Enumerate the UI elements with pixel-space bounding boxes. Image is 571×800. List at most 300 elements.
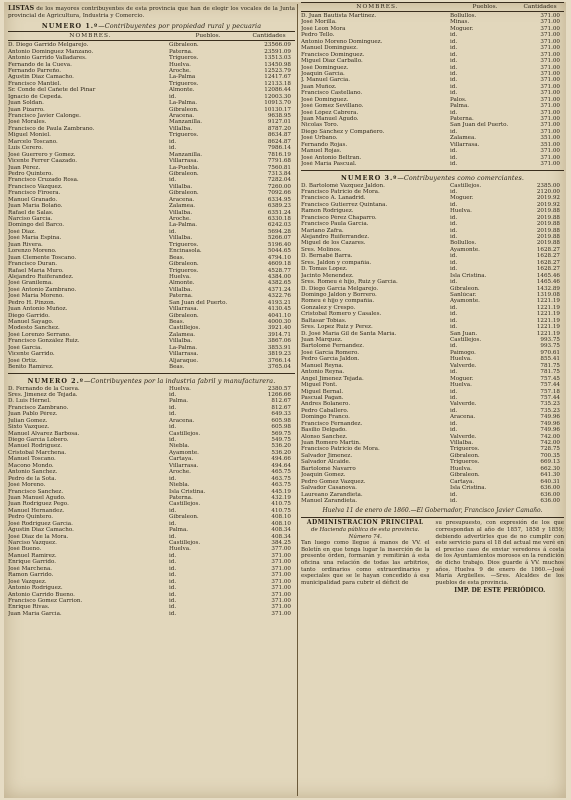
contributor-amount: 4609.18: [267, 261, 291, 268]
separator-rule: [301, 517, 564, 518]
contributor-amount: 377.00: [271, 546, 291, 553]
contributor-amount: 445.19: [271, 488, 291, 495]
contributor-name: Francisco Zambrano.: [8, 404, 69, 411]
contributor-name: José Urbano.: [301, 135, 338, 142]
contributor-name: Pedro Tello.: [301, 32, 335, 39]
contributor-name: Baltasar Tobías.: [301, 317, 347, 324]
contributor-name: D. Diego Garrido Melgarejo.: [8, 42, 89, 49]
contributor-amount: 7092.66: [267, 190, 291, 197]
contributor-town: id.: [450, 90, 458, 97]
contributor-town: Almonte.: [169, 87, 195, 94]
contributor-town: id.: [169, 559, 177, 566]
contributor-name: Manuel Toscano.: [8, 456, 56, 463]
section2-list: [8, 386, 295, 618]
contributor-amount: 371.00: [540, 38, 560, 45]
contributor-amount: 371.00: [271, 585, 291, 592]
contributor-town: id.: [169, 424, 177, 431]
contributor-name: D. Juan Bautista Martinez.: [301, 13, 377, 19]
contributor-amount: 3921.40: [267, 325, 291, 332]
contributor-amount: 2019.92: [536, 201, 560, 208]
contributor-amount: 2385.00: [536, 182, 560, 189]
contributor-town: San Juan del Puerto.: [169, 299, 228, 306]
contributor-amount: 10913.70: [264, 100, 291, 107]
contributor-town: id.: [450, 45, 458, 52]
contributor-town: Cartaya.: [169, 456, 194, 463]
contributor-amount: 781.75: [540, 369, 560, 376]
contributor-town: Trigueros.: [169, 55, 199, 62]
contributor-amount: 371.00: [271, 591, 291, 598]
contributor-town: Zalamea.: [169, 331, 196, 338]
contributor-name: Pedro García Jaldon.: [301, 356, 360, 363]
contributor-town: Bollullos.: [450, 240, 477, 247]
contributor-town: Huelva.: [450, 465, 472, 472]
contributor-name: Juan Manuel Agudo.: [301, 116, 359, 122]
contributor-town: Palma.: [450, 103, 470, 110]
contributor-amount: 757.44: [540, 394, 560, 401]
contributor-amount: 1628.27: [536, 246, 560, 253]
contributor-amount: 1266.66: [267, 391, 291, 398]
contributor-amount: 649.33: [271, 411, 291, 418]
contributor-name: D. Bartolomé Vazquez Jaldon.: [301, 182, 385, 189]
contributor-name: José Morales.: [8, 119, 47, 126]
contributor-town: id.: [450, 311, 458, 318]
contributor-amount: 371.00: [540, 128, 560, 135]
contributor-name: Juan Antonio Muñoz.: [8, 306, 68, 313]
contributor-town: id.: [169, 610, 177, 617]
contributor-town: id.: [169, 475, 177, 482]
notice-subheading: de Hacienda pública de esta provincia.: [310, 526, 420, 533]
notice-heading: ADMINISTRACION PRINCIPAL: [306, 519, 424, 527]
contributor-town: Valverde.: [450, 433, 477, 440]
contributor-town: id.: [450, 214, 458, 221]
contributor-town: Zalamea.: [169, 203, 196, 210]
contributor-name: José Antonio Zambrano.: [8, 286, 77, 293]
contributor-row: [8, 611, 295, 617]
header-towns: Pueblos.: [472, 4, 498, 10]
contributor-town: Huelva.: [169, 61, 191, 68]
contributor-name: Alonso Sanchez.: [301, 433, 348, 440]
intro-title: LISTAS: [8, 4, 35, 12]
contributor-town: id.: [450, 234, 458, 240]
contributor-town: Ayamonte.: [450, 298, 480, 305]
contributor-town: id.: [450, 324, 458, 331]
contributor-name: Miguel de los Cazares.: [301, 240, 366, 247]
contributor-amount: 494.64: [271, 462, 291, 469]
contributor-name: Pascual Pagan.: [301, 394, 344, 401]
contributor-town: Villalba.: [169, 125, 193, 132]
contributor-name: José María Moreno.: [8, 293, 64, 300]
contributor-amount: 2019.88: [536, 240, 560, 247]
contributor-amount: 371.00: [271, 578, 291, 585]
contributor-name: Francisco Vázquez.: [8, 183, 63, 190]
contributor-name: Cristobal Romero y Casales.: [301, 311, 382, 318]
contributor-amount: 605.98: [271, 424, 291, 431]
contributor-name: Agustin Diaz Camacho.: [8, 527, 74, 534]
contributor-name: Francisco Duran.: [8, 261, 58, 268]
contributor-amount: 4041.10: [267, 312, 291, 319]
contributor-name: Francisco Patricio de Mora.: [301, 446, 380, 453]
contributor-amount: 371.00: [271, 610, 291, 617]
contributor-name: José Diaz de la Mora.: [8, 533, 69, 540]
contributor-name: Sres. Romeu é hijo, Ruiz y García.: [301, 279, 398, 286]
contributor-amount: 371.00: [540, 32, 560, 39]
contributor-town: Castillejos.: [169, 325, 201, 332]
contributor-amount: 12133.18: [264, 80, 291, 87]
contributor-name: Antonio Rodriguez.: [8, 585, 63, 592]
contributor-town: id.: [169, 520, 177, 527]
contributor-amount: 13513.03: [264, 55, 291, 62]
contributor-amount: 700.35: [540, 452, 560, 459]
contributor-town: Minas.: [450, 19, 470, 26]
contributor-town: id.: [169, 565, 177, 572]
contributor-name: José Moreno.: [8, 482, 46, 489]
contributor-name: Sres. Jimenez de Tejada.: [8, 391, 78, 398]
contributor-name: Agustin Diaz Camacho.: [8, 74, 74, 81]
contributor-name: Manuel Dominguez.: [301, 45, 358, 52]
contributor-town: La-Palma: [169, 74, 196, 81]
contributor-amount: 8624.87: [267, 138, 291, 145]
contributor-name: Juan Manuel Agudo.: [8, 494, 66, 501]
contributor-name: Francisco A. Lanadrid.: [301, 195, 366, 202]
contributor-town: Castillejos.: [450, 182, 482, 189]
separator-rule: [301, 170, 564, 171]
contributor-name: José Dominguez.: [301, 96, 349, 103]
contributor-town: id.: [450, 343, 458, 350]
contributor-town: Trigueros.: [169, 80, 199, 87]
contributor-amount: 636.00: [540, 485, 560, 492]
contributor-town: id.: [450, 38, 458, 45]
contributor-town: Gibraleon.: [169, 106, 199, 113]
contributor-amount: 1221.19: [536, 317, 560, 324]
contributor-amount: 465.75: [271, 469, 291, 476]
contributor-amount: 2019.88: [536, 208, 560, 215]
contributor-amount: 6242.03: [267, 222, 291, 229]
contributor-amount: 1319.08: [536, 291, 560, 298]
contributor-amount: 3914.71: [267, 331, 291, 338]
contributor-name: Francisco Patricio de Mora.: [301, 188, 380, 195]
contributor-name: Pedro de la Sota.: [8, 475, 57, 482]
contributor-town: Niebla.: [169, 482, 190, 489]
section1-number: NUMERO 1.º: [41, 22, 99, 31]
contributor-town: id.: [450, 317, 458, 324]
contributor-amount: 742.00: [540, 433, 560, 440]
contributor-town: Gibraleon.: [450, 285, 480, 292]
contributor-name: José Dominguez.: [301, 64, 349, 71]
contributor-town: San Juan.: [450, 330, 478, 337]
contributor-amount: 5044.65: [267, 248, 291, 255]
contributor-town: id.: [169, 437, 177, 443]
contributor-name: Miguel Bernal.: [301, 388, 344, 395]
contributor-town: Valverde.: [450, 401, 477, 408]
contributor-town: Paterna.: [169, 293, 193, 300]
contributor-name: Macono Mondo.: [8, 462, 54, 469]
contributor-name: Juan María García.: [8, 610, 62, 617]
contributor-town: id.: [169, 411, 177, 418]
contributor-town: Valverde.: [450, 362, 477, 369]
contributor-town: id.: [450, 497, 458, 504]
contributor-town: id.: [450, 154, 458, 161]
continuation-text: su presupuesto, con expresión de los que correspondan al año de 1857, 1858 y 1859; debiendo advertirles que de no cumplir con este servicio para el 18 del actual me veré en el preciso caso de enviar veredores á costa de los Ayuntamientos morosos en la rendición de dicho trabajo. Dios guarde á VV. muchos años. Huelva 9 de enero de 1860.—José María Argüelles. —Sres. Alcaldes de los pueblos de esta provincia.: [435, 520, 564, 586]
contributor-amount: 5266.07: [267, 235, 291, 242]
contributor-amount: 12086.44: [264, 87, 291, 94]
contributor-amount: 749.96: [540, 414, 560, 421]
contributor-town: Paimogo.: [450, 349, 476, 356]
contributor-town: Gibraleon.: [169, 261, 199, 268]
contributor-name: D. Tomas Lopez.: [301, 266, 348, 273]
contributor-town: id.: [450, 266, 458, 273]
contributor-town: La-Palma.: [169, 100, 197, 107]
contributor-amount: 4384.00: [267, 273, 291, 280]
contributor-name: José Gomez Sevillano.: [301, 103, 364, 110]
contributor-amount: 536.20: [271, 443, 291, 450]
contributor-amount: 569.75: [271, 430, 291, 437]
contributor-town: Moguer.: [450, 25, 474, 32]
contributor-town: id.: [450, 64, 458, 71]
contributor-amount: 1221.19: [536, 304, 560, 311]
contributor-amount: 371.00: [271, 572, 291, 579]
contributor-amount: 9127.01: [267, 119, 291, 126]
contributor-name: José María Pascual.: [301, 161, 357, 168]
contributor-town: Zalamea.: [450, 135, 477, 142]
contributor-town: id.: [450, 394, 458, 401]
notice-text: Tan luego como llegue á manos de VV. el Boletín en que tenga lugar la inserción de la presente órden, formarán y remitirán á esta oficina una relación de todas las arbitrios, tanto ordinarios como extraordinarios y especiales que se le hayan concedido á esa municipalidad para cubrir el déficit de: [301, 540, 430, 586]
contributor-name: Manuel Granado.: [8, 196, 58, 203]
contributor-town: Paterna.: [169, 48, 193, 55]
header-names: NOMBRES.: [69, 33, 112, 40]
contributor-town: id.: [450, 304, 458, 311]
contributor-row: [8, 364, 295, 370]
contributor-amount: 636.00: [540, 497, 560, 504]
contributor-name: Pedro Gomez Vazquez.: [301, 478, 366, 485]
contributor-name: Francisco Javier Calonge.: [8, 113, 81, 119]
newspaper-page: [4, 2, 566, 798]
contributor-name: José Guerrero y Gomez.: [8, 151, 76, 158]
contributor-town: id.: [450, 58, 458, 65]
contributor-amount: 4382.65: [267, 280, 291, 287]
section3-list: [301, 183, 564, 505]
contributor-amount: 812.67: [271, 398, 291, 405]
contributor-amount: 5196.40: [267, 241, 291, 248]
contributor-town: Cartaya.: [450, 478, 475, 485]
contributor-amount: 371.00: [540, 25, 560, 32]
contributor-town: id.: [450, 188, 458, 195]
contributor-name: Manuel Alvarez Barbosa.: [8, 430, 80, 437]
imprint: IMP. DE ESTE PERIÓDICO.: [454, 587, 546, 595]
contributor-town: Beas.: [169, 254, 185, 261]
contributor-name: Pedro Quintero.: [8, 170, 54, 177]
contributor-amount: 4130.45: [267, 306, 291, 313]
contributor-name: Antonio Reyna.: [301, 369, 345, 376]
contributor-amount: 636.00: [540, 491, 560, 498]
contributor-name: José Antonio Beltran.: [301, 154, 362, 161]
contributor-amount: 10130.17: [264, 106, 291, 113]
contributor-amount: 410.75: [271, 501, 291, 508]
contributor-town: Moguer.: [450, 195, 474, 202]
contributor-amount: 993.75: [540, 343, 560, 350]
notice-number: Número 74.: [348, 533, 382, 540]
contributor-amount: 669.13: [540, 459, 560, 466]
contributor-town: Beas.: [169, 364, 185, 371]
contributor-amount: 371.00: [540, 70, 560, 77]
separator-rule: [8, 373, 295, 374]
contributor-amount: 7260.00: [267, 183, 291, 190]
contributor-amount: 3766.14: [267, 357, 291, 364]
contributor-amount: 371.00: [540, 116, 560, 122]
contributor-amount: 6389.23: [267, 203, 291, 210]
contributor-name: José Marchena.: [8, 565, 53, 572]
contributor-name: Sr. Conde del Cañete del Pinar: [8, 87, 96, 94]
contributor-amount: 993.75: [540, 337, 560, 343]
contributor-amount: 4193.21: [267, 299, 291, 306]
contributor-town: Huelva.: [450, 382, 472, 389]
contributor-town: id.: [450, 32, 458, 39]
contributor-amount: 662.30: [540, 465, 560, 472]
contributor-name: Juan María Bolaño.: [8, 203, 63, 210]
contributor-amount: 384.25: [271, 540, 291, 546]
contributor-name: Antonio Sanchez.: [8, 469, 58, 476]
contributor-name: Juan Pablo Pérez.: [8, 411, 58, 418]
contributor-amount: 7986.14: [267, 145, 291, 152]
contributor-town: id.: [169, 578, 177, 585]
contributor-name: Francisco Cruzado Rosa.: [8, 177, 79, 184]
contributor-town: id.: [450, 259, 458, 266]
contributor-name: Vicente Ferrer Caazado.: [8, 158, 77, 165]
contributor-amount: 371.00: [540, 45, 560, 52]
contributor-amount: 3765.04: [267, 364, 291, 371]
contributor-name: Alejandro Ruiferandez.: [8, 273, 74, 280]
section3-subtitle: —Contribuyentes como comerciantes.: [397, 173, 524, 182]
contributor-name: José Bueno.: [8, 546, 42, 553]
contributor-amount: 742.00: [540, 440, 560, 446]
contributor-town: Castillejos.: [450, 337, 482, 343]
contributor-amount: 371.00: [540, 148, 560, 155]
contributor-amount: 6334.95: [267, 196, 291, 203]
contributor-town: Trigueros.: [450, 459, 480, 466]
contributor-amount: 371.00: [540, 83, 560, 90]
contributor-town: Aracena.: [169, 196, 195, 203]
contributor-town: id.: [450, 83, 458, 90]
contributor-name: Rafael María Muro.: [8, 267, 64, 274]
contributor-town: Niebla.: [169, 443, 190, 450]
contributor-town: id.: [450, 70, 458, 77]
contributor-amount: 432.19: [271, 494, 291, 501]
contributor-name: José Diaz.: [8, 228, 36, 235]
contributor-town: Aroche.: [169, 469, 191, 476]
contributor-name: Salvador Jimenez.: [301, 452, 353, 459]
contributor-name: José Leon Mora: [301, 25, 346, 32]
contributor-town: Villarrasa.: [169, 462, 199, 469]
contributor-town: id.: [450, 420, 458, 427]
contributor-town: Villalba.: [169, 338, 193, 345]
contributor-amount: 855.41: [540, 356, 560, 363]
contributor-name: Narciso García.: [8, 216, 53, 222]
right-top-list: [301, 13, 564, 168]
contributor-amount: 1465.46: [536, 272, 560, 279]
contributor-amount: 2019.88: [536, 214, 560, 221]
contributor-amount: 23591.09: [264, 48, 291, 55]
contributor-town: Gibraleon.: [169, 514, 199, 521]
contributor-amount: 371.00: [540, 64, 560, 71]
contributor-town: Palos.: [450, 96, 467, 103]
contributor-name: Basilio Delgado.: [301, 427, 347, 434]
contributor-name: José López Cabrera.: [301, 109, 359, 116]
left-column: [8, 2, 295, 617]
contributor-name: Enrique Garrido.: [8, 559, 56, 566]
contributor-amount: 1628.27: [536, 266, 560, 273]
contributor-amount: 7282.04: [267, 177, 291, 184]
contributor-amount: 371.00: [540, 154, 560, 161]
contributor-amount: 735.23: [540, 407, 560, 414]
contributor-amount: 7313.84: [267, 170, 291, 177]
contributor-amount: 9638.95: [267, 113, 291, 119]
contributor-amount: 2019.88: [536, 221, 560, 228]
contributor-town: Trigueros.: [169, 267, 199, 274]
contributor-town: Isla Cristina.: [450, 485, 487, 492]
contributor-town: Isla Cristina.: [450, 272, 487, 279]
contributor-town: id.: [169, 391, 177, 398]
contributor-amount: 6351.24: [267, 209, 291, 216]
contributor-name: José Granilema.: [8, 280, 53, 287]
contributor-name: Manuel Hernandez.: [8, 507, 65, 514]
contributor-amount: 1221.19: [536, 330, 560, 337]
contributor-amount: 3867.06: [267, 338, 291, 345]
contributor-town: Palma.: [169, 398, 189, 405]
contributor-town: Villalba.: [169, 209, 193, 216]
contributor-name: Manuel Reyna.: [301, 362, 344, 369]
contributor-name: Fernando Parreño.: [8, 67, 61, 74]
contributor-amount: 408.34: [271, 527, 291, 534]
contributor-name: José Morilla.: [301, 19, 337, 26]
contributor-name: Diego García Lobero.: [8, 437, 69, 443]
contributor-name: Narciso Vazquez.: [8, 540, 57, 546]
contributor-name: Jacinto Menendez.: [301, 272, 354, 279]
contributor-name: D. Luis Hérnel.: [8, 398, 51, 405]
contributor-name: Enrique Rivas.: [8, 604, 50, 611]
contributor-amount: 605.98: [271, 417, 291, 424]
contributor-amount: 13450.98: [264, 61, 291, 68]
contributor-name: Manuel Zarandieta.: [301, 497, 358, 504]
contributor-amount: 371.00: [271, 597, 291, 604]
contributor-town: id.: [450, 279, 458, 286]
contributor-town: id.: [169, 604, 177, 611]
contributor-name: Juan Soldan.: [8, 100, 44, 107]
contributor-name: Francisco Mantiel.: [8, 80, 62, 87]
contributor-town: id.: [450, 51, 458, 58]
contributor-town: id.: [450, 253, 458, 260]
column-divider: [297, 4, 298, 796]
contributor-name: Antonio Garrido Valladares.: [8, 55, 87, 62]
contributor-amount: 970.61: [540, 349, 560, 356]
contributor-name: Francisco González Ruiz.: [8, 338, 80, 345]
contributor-amount: 408.10: [271, 520, 291, 527]
contributor-town: id.: [450, 407, 458, 414]
contributor-amount: 2120.00: [536, 188, 560, 195]
contributor-town: Moguer.: [450, 375, 474, 382]
contributor-amount: 757.44: [540, 382, 560, 389]
contributor-name: Fernando Rojas.: [301, 141, 348, 148]
contributor-amount: 2019.88: [536, 227, 560, 234]
contributor-amount: 728.75: [540, 446, 560, 453]
contributor-name: Bartolomé Fernandez.: [301, 343, 365, 350]
contributor-amount: 2019.88: [536, 234, 560, 240]
contributor-amount: 12003.30: [264, 93, 291, 100]
contributor-name: Juan Clemente Toscano.: [8, 254, 77, 261]
contributor-amount: 3819.23: [267, 351, 291, 358]
contributor-name: J. Manuel García.: [301, 77, 351, 84]
contributor-town: id.: [169, 507, 177, 514]
contributor-name: Domingo del Barco.: [8, 222, 65, 229]
section2-title: [8, 377, 295, 385]
